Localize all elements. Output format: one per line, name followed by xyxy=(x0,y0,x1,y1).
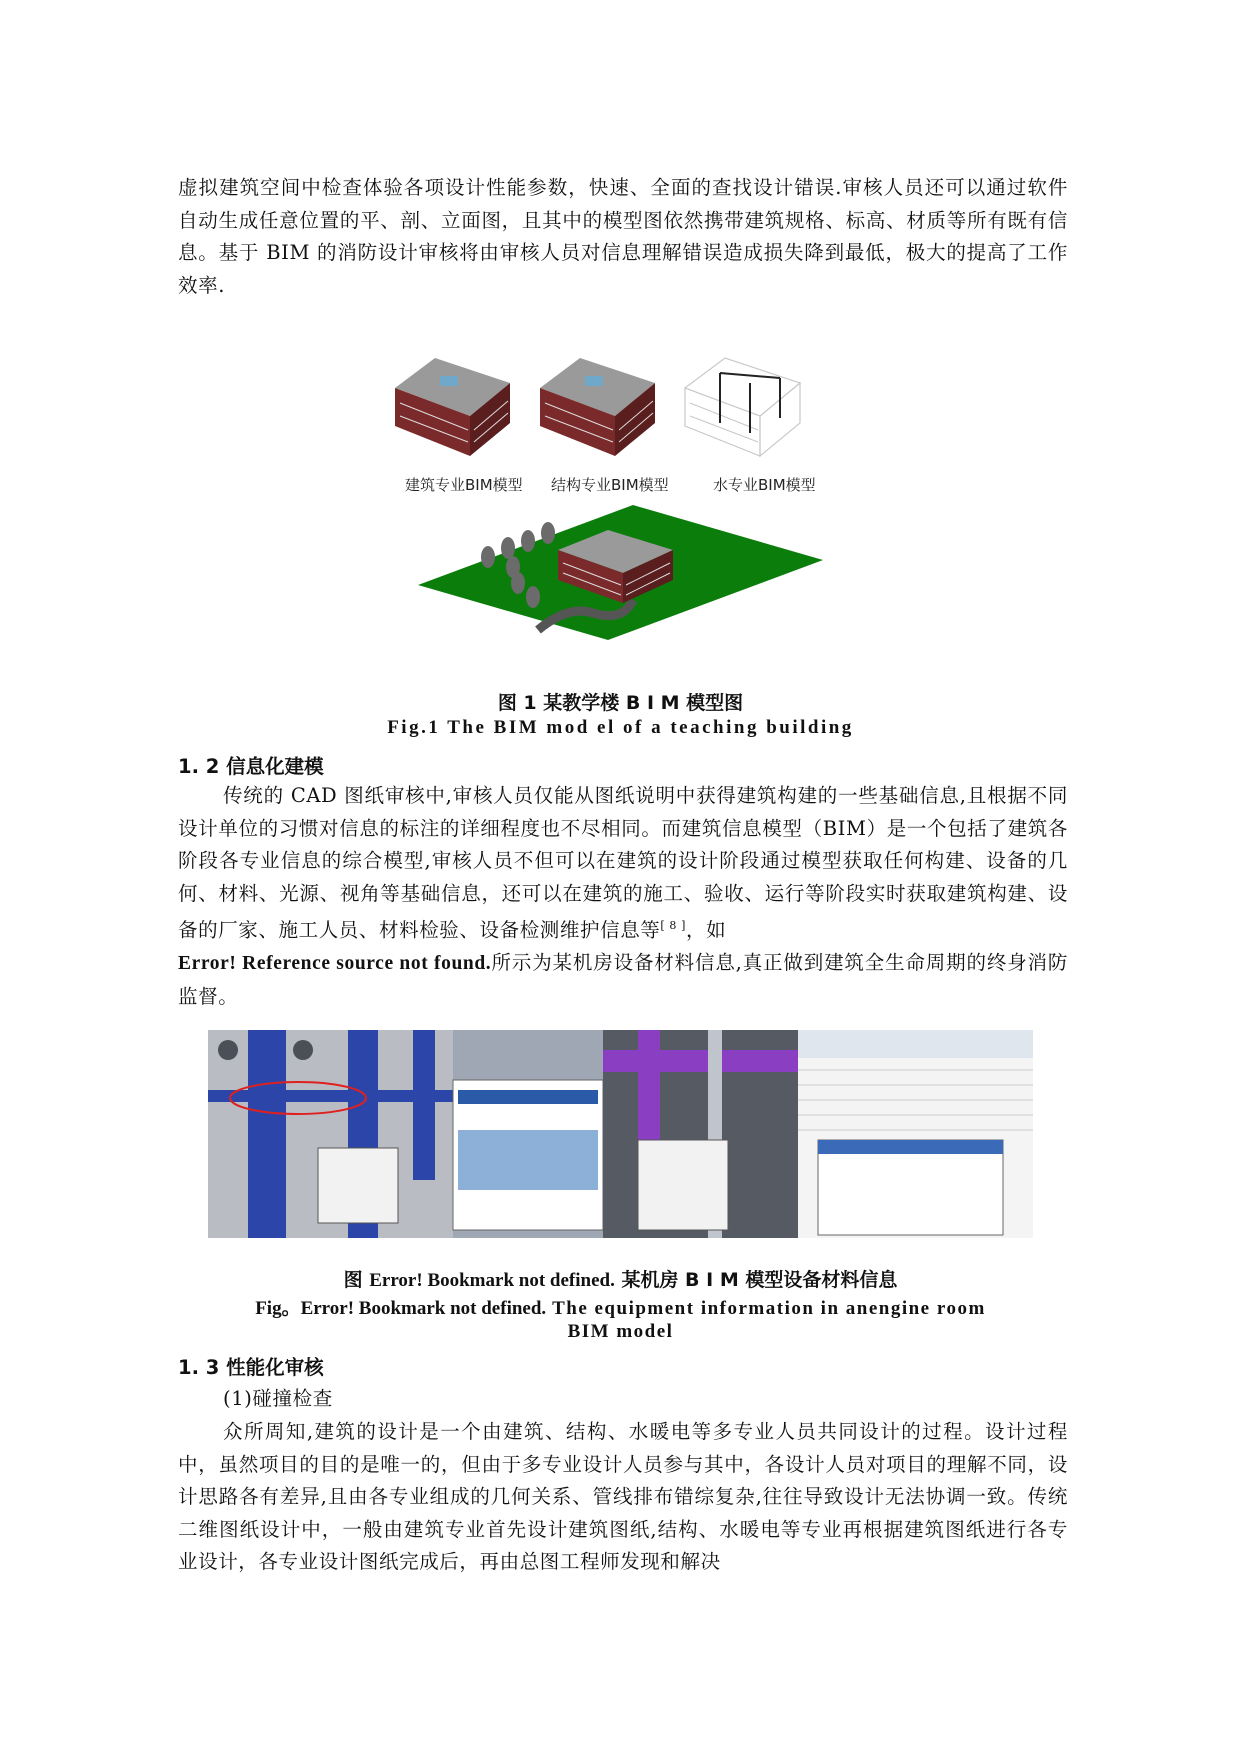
figure-2-caption-suffix: 某机房 B I M 模型设备材料信息 xyxy=(614,1269,898,1291)
figure-2-caption-en xyxy=(0,1293,1241,1320)
figure-2-caption-error: Error! Bookmark not defined. xyxy=(369,1270,615,1291)
section-1-2-text-part3: 所示为某机房设备材料信息,真正做到建筑全生命周期的终身消防监督。 xyxy=(178,951,1068,1008)
structure-model-image xyxy=(540,358,655,456)
bim-label-architecture: 建筑专业BIM模型 xyxy=(405,476,523,494)
section-1-2-text-part1: 传统的 CAD 图纸审核中,审核人员仅能从图纸说明中获得建筑构建的一些基础信息,且根据不同设计单位的习惯对信息的标注的详细程度也不尽相同。而建筑信息模型（BIM）是一个包括了建筑各阶段各专业信息的综合模型,审核人员不但可以在建筑的设计阶段通过模型获取任何构建、设备的几何、材料、光源、视角等基础信息，还可以在建筑的施工、验收、运行等阶段实时获取建筑构建、设备的厂家、施工人员、材料检验、设备检测维护信息等 xyxy=(178,784,1068,942)
architecture-model-image xyxy=(395,358,510,456)
figure-1-bim-models xyxy=(390,338,860,458)
bim-label-water: 水专业BIM模型 xyxy=(713,476,816,494)
figure-2-caption-en-line2: BIM model xyxy=(567,1321,674,1342)
section-1-2-title: 1. 2 信息化建模 xyxy=(178,755,324,778)
section-1-2-text-part2: ，如 xyxy=(685,918,727,942)
citation-ref: [ 8 ] xyxy=(660,919,686,932)
section-1-3-title: 1. 3 性能化审核 xyxy=(178,1356,324,1379)
intro-paragraph: 虚拟建筑空间中检查体验各项设计性能参数，快速、全面的查找设计错误.审核人员还可以通过软件自动生成任意位置的平、剖、立面图，且其中的模型图依然携带建筑规格、标高、材质等所有既有信息。基于 BIM 的消防设计审核将由审核人员对信息理解错误造成损失降到最低，极大的提高了工作效率. xyxy=(178,176,1068,297)
figure-2-caption-cn xyxy=(0,1265,1241,1292)
figure-2-caption-en-prefix: Fig。 xyxy=(255,1298,301,1319)
figure-2-caption-en-suffix: The equipment information in anengine room xyxy=(546,1298,986,1319)
section-1-3-paragraph: 众所周知,建筑的设计是一个由建筑、结构、水暖电等多专业人员共同设计的过程。设计过程中，虽然项目的目的是唯一的，但由于多专业设计人员参与其中，各设计人员对项目的理解不同，设计思路各有差异,且由各专业组成的几何关系、管线排布错综复杂,往往导致设计无法协调一致。传统二维图纸设计中，一般由建筑专业首先设计建筑图纸,结构、水暖电等专业再根据建筑图纸进行各专业设计，各专业设计图纸完成后，再由总图工程师发现和解决 xyxy=(178,1420,1068,1573)
figure-2-caption-prefix: 图 xyxy=(343,1269,370,1291)
figure-1-caption-en: Fig.1 The BIM mod el of a teaching building xyxy=(387,717,854,738)
water-model-image xyxy=(685,358,800,456)
bim-models-illustration xyxy=(390,338,860,458)
bim-label-structure: 结构专业BIM模型 xyxy=(551,476,669,494)
figure-1-caption-cn: 图 1 某教学楼 B I M 模型图 xyxy=(497,692,744,714)
figure-2-caption-en-error: Error! Bookmark not defined. xyxy=(300,1298,547,1319)
section-1-2-paragraph xyxy=(178,780,1068,1013)
site-model-image xyxy=(418,505,823,640)
section-1-3-sub-item: (1)碰撞检查 xyxy=(223,1387,333,1410)
error-reference: Error! Reference source not found. xyxy=(178,953,492,974)
figure-2-engine-room-image xyxy=(208,1030,1033,1238)
